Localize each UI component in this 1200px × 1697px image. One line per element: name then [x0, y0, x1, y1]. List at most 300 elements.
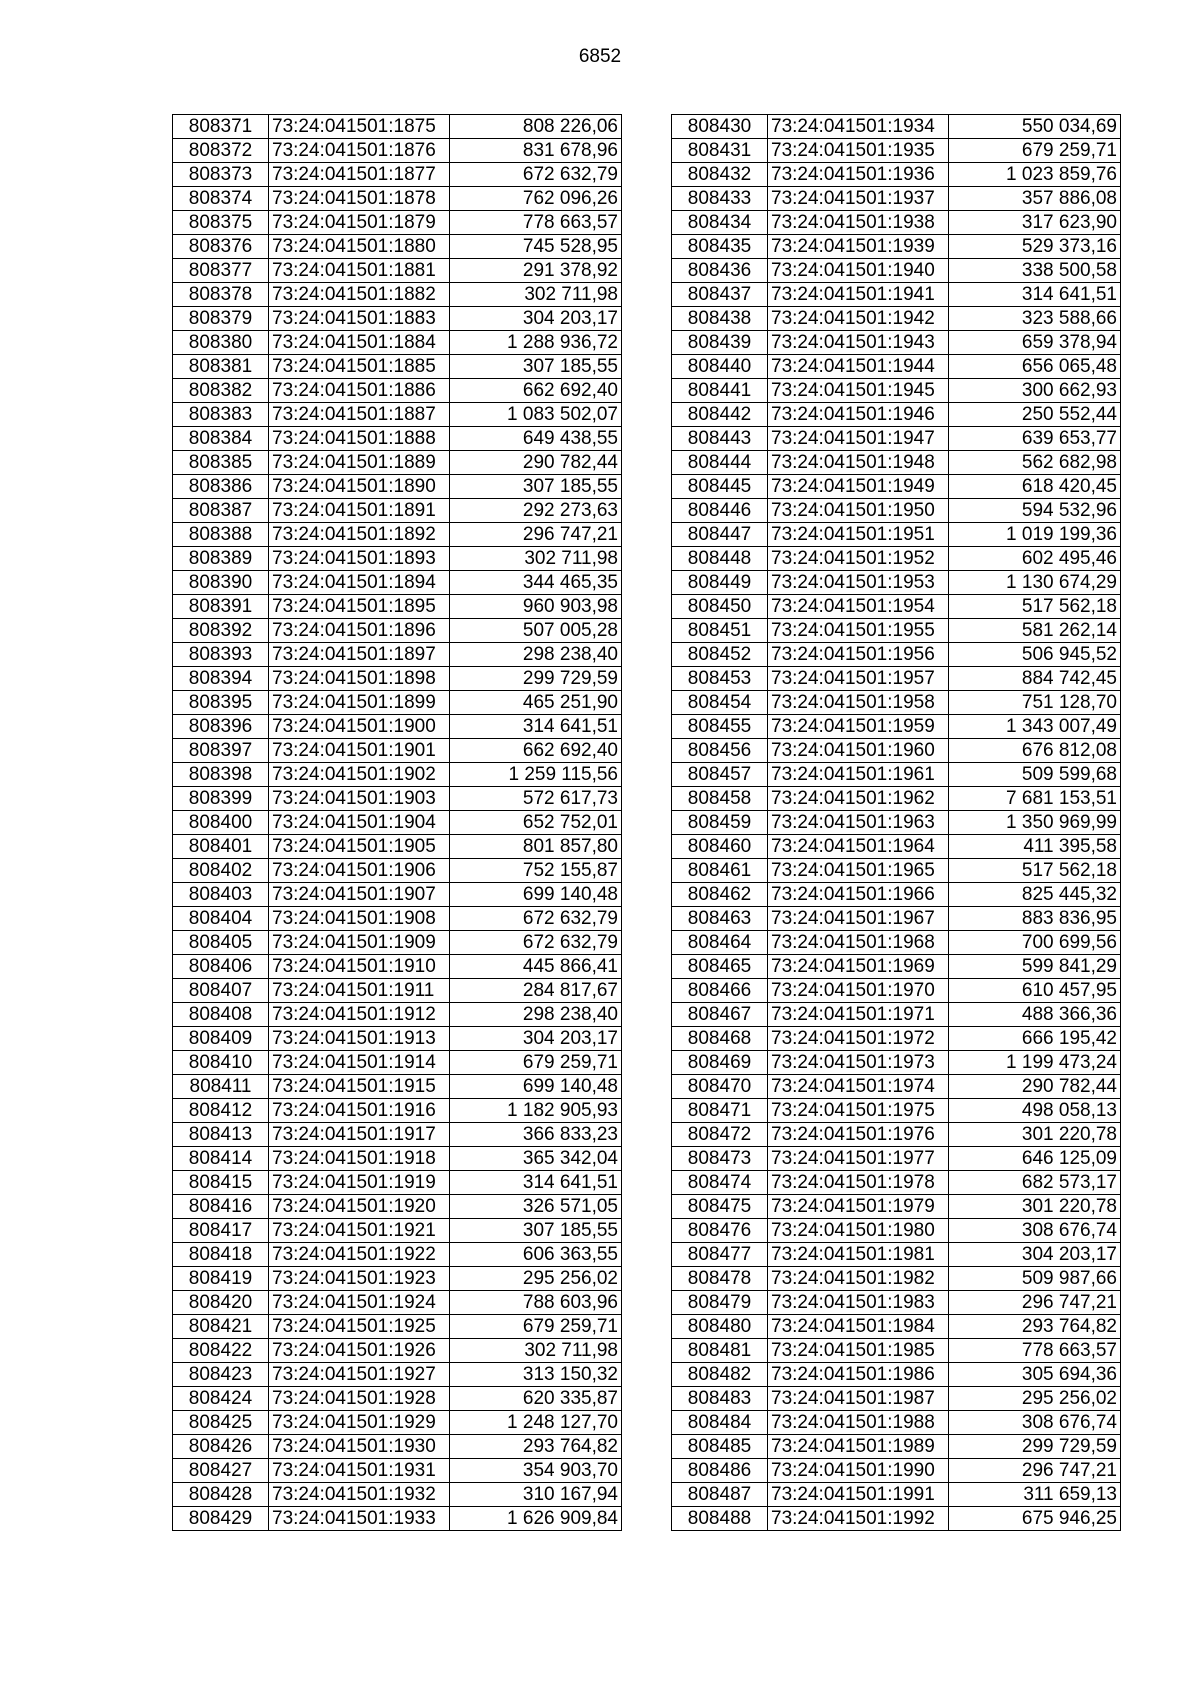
cadastral-number-cell: 73:24:041501:1972	[768, 1027, 949, 1051]
row-number-cell: 808415	[173, 1171, 269, 1195]
table-row	[672, 1291, 1121, 1315]
table-row	[672, 523, 1121, 547]
table-row	[173, 403, 622, 427]
row-number-cell: 808470	[672, 1075, 768, 1099]
value-cell: 572 617,73	[450, 787, 622, 811]
cadastral-number-cell: 73:24:041501:1961	[768, 763, 949, 787]
value-cell: 299 729,59	[450, 667, 622, 691]
cadastral-number-cell: 73:24:041501:1930	[269, 1435, 450, 1459]
row-number-cell: 808453	[672, 667, 768, 691]
table-row	[672, 283, 1121, 307]
table-row	[672, 139, 1121, 163]
table-row	[672, 595, 1121, 619]
row-number-cell: 808392	[173, 619, 269, 643]
row-number-cell: 808420	[173, 1291, 269, 1315]
table-row	[672, 475, 1121, 499]
table-row	[672, 427, 1121, 451]
registry-table-body	[173, 115, 622, 1531]
cadastral-number-cell: 73:24:041501:1952	[768, 547, 949, 571]
table-row	[672, 1171, 1121, 1195]
table-row	[672, 1507, 1121, 1531]
cadastral-number-cell: 73:24:041501:1880	[269, 235, 450, 259]
cadastral-number-cell: 73:24:041501:1980	[768, 1219, 949, 1243]
row-number-cell: 808483	[672, 1387, 768, 1411]
value-cell: 751 128,70	[949, 691, 1121, 715]
row-number-cell: 808485	[672, 1435, 768, 1459]
value-cell: 618 420,45	[949, 475, 1121, 499]
registry-table-left	[172, 114, 622, 1531]
row-number-cell: 808437	[672, 283, 768, 307]
value-cell: 304 203,17	[949, 1243, 1121, 1267]
row-number-cell: 808477	[672, 1243, 768, 1267]
table-row	[173, 1483, 622, 1507]
value-cell: 307 185,55	[450, 475, 622, 499]
value-cell: 679 259,71	[450, 1051, 622, 1075]
value-cell: 659 378,94	[949, 331, 1121, 355]
table-row	[672, 1387, 1121, 1411]
cadastral-number-cell: 73:24:041501:1883	[269, 307, 450, 331]
value-cell: 1 083 502,07	[450, 403, 622, 427]
row-number-cell: 808484	[672, 1411, 768, 1435]
table-row	[672, 1363, 1121, 1387]
row-number-cell: 808486	[672, 1459, 768, 1483]
table-row	[672, 547, 1121, 571]
row-number-cell: 808467	[672, 1003, 768, 1027]
cadastral-number-cell: 73:24:041501:1876	[269, 139, 450, 163]
row-number-cell: 808417	[173, 1219, 269, 1243]
cadastral-number-cell: 73:24:041501:1888	[269, 427, 450, 451]
row-number-cell: 808395	[173, 691, 269, 715]
value-cell: 314 641,51	[450, 1171, 622, 1195]
row-number-cell: 808474	[672, 1171, 768, 1195]
row-number-cell: 808431	[672, 139, 768, 163]
table-row	[173, 1003, 622, 1027]
cadastral-number-cell: 73:24:041501:1963	[768, 811, 949, 835]
row-number-cell: 808480	[672, 1315, 768, 1339]
cadastral-number-cell: 73:24:041501:1954	[768, 595, 949, 619]
table-row	[173, 1075, 622, 1099]
row-number-cell: 808377	[173, 259, 269, 283]
row-number-cell: 808408	[173, 1003, 269, 1027]
table-row	[173, 1123, 622, 1147]
cadastral-number-cell: 73:24:041501:1917	[269, 1123, 450, 1147]
cadastral-number-cell: 73:24:041501:1926	[269, 1339, 450, 1363]
table-row	[672, 907, 1121, 931]
table-row	[672, 619, 1121, 643]
table-row	[173, 379, 622, 403]
row-number-cell: 808397	[173, 739, 269, 763]
table-row	[672, 739, 1121, 763]
row-number-cell: 808456	[672, 739, 768, 763]
cadastral-number-cell: 73:24:041501:1925	[269, 1315, 450, 1339]
table-row	[173, 1435, 622, 1459]
table-row	[173, 355, 622, 379]
table-row	[672, 835, 1121, 859]
table-row	[173, 1339, 622, 1363]
cadastral-number-cell: 73:24:041501:1885	[269, 355, 450, 379]
value-cell: 831 678,96	[450, 139, 622, 163]
value-cell: 1 626 909,84	[450, 1507, 622, 1531]
row-number-cell: 808390	[173, 571, 269, 595]
table-row	[672, 787, 1121, 811]
row-number-cell: 808409	[173, 1027, 269, 1051]
value-cell: 411 395,58	[949, 835, 1121, 859]
cadastral-number-cell: 73:24:041501:1974	[768, 1075, 949, 1099]
cadastral-number-cell: 73:24:041501:1947	[768, 427, 949, 451]
table-row	[173, 763, 622, 787]
table-row	[173, 451, 622, 475]
cadastral-number-cell: 73:24:041501:1911	[269, 979, 450, 1003]
cadastral-number-cell: 73:24:041501:1985	[768, 1339, 949, 1363]
table-row	[173, 1051, 622, 1075]
value-cell: 610 457,95	[949, 979, 1121, 1003]
cadastral-number-cell: 73:24:041501:1982	[768, 1267, 949, 1291]
table-row	[173, 1267, 622, 1291]
value-cell: 646 125,09	[949, 1147, 1121, 1171]
value-cell: 338 500,58	[949, 259, 1121, 283]
value-cell: 290 782,44	[949, 1075, 1121, 1099]
cadastral-number-cell: 73:24:041501:1886	[269, 379, 450, 403]
table-row	[173, 1291, 622, 1315]
cadastral-number-cell: 73:24:041501:1903	[269, 787, 450, 811]
table-row	[173, 979, 622, 1003]
value-cell: 314 641,51	[450, 715, 622, 739]
cadastral-number-cell: 73:24:041501:1893	[269, 547, 450, 571]
value-cell: 1 182 905,93	[450, 1099, 622, 1123]
table-row	[672, 1195, 1121, 1219]
row-number-cell: 808383	[173, 403, 269, 427]
cadastral-number-cell: 73:24:041501:1975	[768, 1099, 949, 1123]
value-cell: 506 945,52	[949, 643, 1121, 667]
table-row	[672, 811, 1121, 835]
row-number-cell: 808478	[672, 1267, 768, 1291]
value-cell: 507 005,28	[450, 619, 622, 643]
cadastral-number-cell: 73:24:041501:1875	[269, 115, 450, 139]
row-number-cell: 808385	[173, 451, 269, 475]
cadastral-number-cell: 73:24:041501:1915	[269, 1075, 450, 1099]
row-number-cell: 808471	[672, 1099, 768, 1123]
row-number-cell: 808372	[173, 139, 269, 163]
row-number-cell: 808426	[173, 1435, 269, 1459]
value-cell: 357 886,08	[949, 187, 1121, 211]
row-number-cell: 808421	[173, 1315, 269, 1339]
row-number-cell: 808411	[173, 1075, 269, 1099]
value-cell: 292 273,63	[450, 499, 622, 523]
value-cell: 825 445,32	[949, 883, 1121, 907]
row-number-cell: 808435	[672, 235, 768, 259]
row-number-cell: 808475	[672, 1195, 768, 1219]
row-number-cell: 808442	[672, 403, 768, 427]
table-row	[672, 1459, 1121, 1483]
value-cell: 1 130 674,29	[949, 571, 1121, 595]
row-number-cell: 808441	[672, 379, 768, 403]
cadastral-number-cell: 73:24:041501:1919	[269, 1171, 450, 1195]
cadastral-number-cell: 73:24:041501:1923	[269, 1267, 450, 1291]
row-number-cell: 808378	[173, 283, 269, 307]
row-number-cell: 808382	[173, 379, 269, 403]
row-number-cell: 808430	[672, 115, 768, 139]
cadastral-number-cell: 73:24:041501:1918	[269, 1147, 450, 1171]
table-row	[672, 883, 1121, 907]
table-row	[672, 1243, 1121, 1267]
cadastral-number-cell: 73:24:041501:1931	[269, 1459, 450, 1483]
table-row	[173, 643, 622, 667]
row-number-cell: 808464	[672, 931, 768, 955]
value-cell: 445 866,41	[450, 955, 622, 979]
value-cell: 599 841,29	[949, 955, 1121, 979]
value-cell: 808 226,06	[450, 115, 622, 139]
value-cell: 778 663,57	[949, 1339, 1121, 1363]
table-row	[672, 859, 1121, 883]
table-row	[173, 787, 622, 811]
cadastral-number-cell: 73:24:041501:1949	[768, 475, 949, 499]
row-number-cell: 808373	[173, 163, 269, 187]
value-cell: 304 203,17	[450, 307, 622, 331]
table-row	[173, 595, 622, 619]
value-cell: 801 857,80	[450, 835, 622, 859]
row-number-cell: 808482	[672, 1363, 768, 1387]
value-cell: 295 256,02	[949, 1387, 1121, 1411]
row-number-cell: 808396	[173, 715, 269, 739]
table-row	[173, 475, 622, 499]
row-number-cell: 808481	[672, 1339, 768, 1363]
cadastral-number-cell: 73:24:041501:1910	[269, 955, 450, 979]
value-cell: 295 256,02	[450, 1267, 622, 1291]
row-number-cell: 808374	[173, 187, 269, 211]
value-cell: 788 603,96	[450, 1291, 622, 1315]
cadastral-number-cell: 73:24:041501:1989	[768, 1435, 949, 1459]
table-row	[672, 931, 1121, 955]
value-cell: 296 747,21	[949, 1291, 1121, 1315]
value-cell: 1 023 859,76	[949, 163, 1121, 187]
table-row	[672, 115, 1121, 139]
cadastral-number-cell: 73:24:041501:1933	[269, 1507, 450, 1531]
value-cell: 307 185,55	[450, 1219, 622, 1243]
value-cell: 1 259 115,56	[450, 763, 622, 787]
row-number-cell: 808391	[173, 595, 269, 619]
cadastral-number-cell: 73:24:041501:1969	[768, 955, 949, 979]
row-number-cell: 808400	[173, 811, 269, 835]
table-row	[173, 427, 622, 451]
row-number-cell: 808446	[672, 499, 768, 523]
table-row	[672, 1267, 1121, 1291]
table-row	[173, 307, 622, 331]
page-number: 6852	[578, 46, 622, 67]
row-number-cell: 808469	[672, 1051, 768, 1075]
row-number-cell: 808406	[173, 955, 269, 979]
cadastral-number-cell: 73:24:041501:1978	[768, 1171, 949, 1195]
table-row	[672, 1099, 1121, 1123]
value-cell: 639 653,77	[949, 427, 1121, 451]
value-cell: 488 366,36	[949, 1003, 1121, 1027]
row-number-cell: 808468	[672, 1027, 768, 1051]
value-cell: 679 259,71	[949, 139, 1121, 163]
table-row	[173, 667, 622, 691]
table-row	[672, 451, 1121, 475]
table-row	[173, 547, 622, 571]
row-number-cell: 808439	[672, 331, 768, 355]
table-row	[672, 307, 1121, 331]
table-row	[672, 379, 1121, 403]
value-cell: 1 288 936,72	[450, 331, 622, 355]
cadastral-number-cell: 73:24:041501:1916	[269, 1099, 450, 1123]
table-row	[672, 499, 1121, 523]
value-cell: 675 946,25	[949, 1507, 1121, 1531]
value-cell: 296 747,21	[949, 1459, 1121, 1483]
table-row	[173, 187, 622, 211]
table-row	[672, 1483, 1121, 1507]
row-number-cell: 808436	[672, 259, 768, 283]
registry-table-right	[671, 114, 1121, 1531]
cadastral-number-cell: 73:24:041501:1946	[768, 403, 949, 427]
value-cell: 620 335,87	[450, 1387, 622, 1411]
row-number-cell: 808443	[672, 427, 768, 451]
table-row	[173, 1099, 622, 1123]
cadastral-number-cell: 73:24:041501:1966	[768, 883, 949, 907]
cadastral-number-cell: 73:24:041501:1943	[768, 331, 949, 355]
table-row	[173, 715, 622, 739]
cadastral-number-cell: 73:24:041501:1944	[768, 355, 949, 379]
row-number-cell: 808423	[173, 1363, 269, 1387]
table-row	[672, 979, 1121, 1003]
table-row	[672, 331, 1121, 355]
row-number-cell: 808454	[672, 691, 768, 715]
table-row	[672, 715, 1121, 739]
value-cell: 662 692,40	[450, 379, 622, 403]
table-row	[173, 691, 622, 715]
value-cell: 344 465,35	[450, 571, 622, 595]
value-cell: 308 676,74	[949, 1411, 1121, 1435]
row-number-cell: 808448	[672, 547, 768, 571]
cadastral-number-cell: 73:24:041501:1945	[768, 379, 949, 403]
cadastral-number-cell: 73:24:041501:1971	[768, 1003, 949, 1027]
registry-table-body	[672, 115, 1121, 1531]
value-cell: 313 150,32	[450, 1363, 622, 1387]
table-row	[173, 571, 622, 595]
value-cell: 311 659,13	[949, 1483, 1121, 1507]
row-number-cell: 808440	[672, 355, 768, 379]
table-row	[173, 523, 622, 547]
cadastral-number-cell: 73:24:041501:1881	[269, 259, 450, 283]
table-row	[672, 1411, 1121, 1435]
row-number-cell: 808379	[173, 307, 269, 331]
row-number-cell: 808371	[173, 115, 269, 139]
cadastral-number-cell: 73:24:041501:1960	[768, 739, 949, 763]
value-cell: 299 729,59	[949, 1435, 1121, 1459]
table-row	[173, 331, 622, 355]
cadastral-number-cell: 73:24:041501:1936	[768, 163, 949, 187]
cadastral-number-cell: 73:24:041501:1937	[768, 187, 949, 211]
row-number-cell: 808393	[173, 643, 269, 667]
value-cell: 682 573,17	[949, 1171, 1121, 1195]
row-number-cell: 808424	[173, 1387, 269, 1411]
row-number-cell: 808429	[173, 1507, 269, 1531]
cadastral-number-cell: 73:24:041501:1920	[269, 1195, 450, 1219]
cadastral-number-cell: 73:24:041501:1992	[768, 1507, 949, 1531]
table-row	[672, 1219, 1121, 1243]
row-number-cell: 808447	[672, 523, 768, 547]
value-cell: 310 167,94	[450, 1483, 622, 1507]
value-cell: 7 681 153,51	[949, 787, 1121, 811]
table-row	[173, 739, 622, 763]
table-row	[173, 1243, 622, 1267]
value-cell: 562 682,98	[949, 451, 1121, 475]
cadastral-number-cell: 73:24:041501:1988	[768, 1411, 949, 1435]
table-row	[173, 1147, 622, 1171]
cadastral-number-cell: 73:24:041501:1955	[768, 619, 949, 643]
row-number-cell: 808463	[672, 907, 768, 931]
row-number-cell: 808457	[672, 763, 768, 787]
table-row	[173, 1027, 622, 1051]
cadastral-number-cell: 73:24:041501:1897	[269, 643, 450, 667]
cadastral-number-cell: 73:24:041501:1991	[768, 1483, 949, 1507]
cadastral-number-cell: 73:24:041501:1951	[768, 523, 949, 547]
cadastral-number-cell: 73:24:041501:1896	[269, 619, 450, 643]
value-cell: 883 836,95	[949, 907, 1121, 931]
row-number-cell: 808488	[672, 1507, 768, 1531]
value-cell: 291 378,92	[450, 259, 622, 283]
table-row	[672, 571, 1121, 595]
row-number-cell: 808381	[173, 355, 269, 379]
table-row	[173, 163, 622, 187]
value-cell: 1 343 007,49	[949, 715, 1121, 739]
row-number-cell: 808384	[173, 427, 269, 451]
cadastral-number-cell: 73:24:041501:1879	[269, 211, 450, 235]
row-number-cell: 808422	[173, 1339, 269, 1363]
cadastral-number-cell: 73:24:041501:1894	[269, 571, 450, 595]
value-cell: 290 782,44	[450, 451, 622, 475]
cadastral-number-cell: 73:24:041501:1889	[269, 451, 450, 475]
cadastral-number-cell: 73:24:041501:1929	[269, 1411, 450, 1435]
value-cell: 699 140,48	[450, 1075, 622, 1099]
value-cell: 699 140,48	[450, 883, 622, 907]
table-row	[173, 1315, 622, 1339]
table-row	[173, 211, 622, 235]
value-cell: 676 812,08	[949, 739, 1121, 763]
table-row	[173, 259, 622, 283]
value-cell: 652 752,01	[450, 811, 622, 835]
cadastral-number-cell: 73:24:041501:1986	[768, 1363, 949, 1387]
cadastral-number-cell: 73:24:041501:1934	[768, 115, 949, 139]
cadastral-number-cell: 73:24:041501:1984	[768, 1315, 949, 1339]
value-cell: 300 662,93	[949, 379, 1121, 403]
value-cell: 700 699,56	[949, 931, 1121, 955]
value-cell: 1 350 969,99	[949, 811, 1121, 835]
cadastral-number-cell: 73:24:041501:1964	[768, 835, 949, 859]
row-number-cell: 808460	[672, 835, 768, 859]
value-cell: 662 692,40	[450, 739, 622, 763]
cadastral-number-cell: 73:24:041501:1904	[269, 811, 450, 835]
row-number-cell: 808416	[173, 1195, 269, 1219]
value-cell: 307 185,55	[450, 355, 622, 379]
cadastral-number-cell: 73:24:041501:1901	[269, 739, 450, 763]
table-row	[173, 1387, 622, 1411]
value-cell: 594 532,96	[949, 499, 1121, 523]
cadastral-number-cell: 73:24:041501:1990	[768, 1459, 949, 1483]
value-cell: 308 676,74	[949, 1219, 1121, 1243]
cadastral-number-cell: 73:24:041501:1983	[768, 1291, 949, 1315]
cadastral-number-cell: 73:24:041501:1924	[269, 1291, 450, 1315]
cadastral-number-cell: 73:24:041501:1977	[768, 1147, 949, 1171]
cadastral-number-cell: 73:24:041501:1914	[269, 1051, 450, 1075]
cadastral-number-cell: 73:24:041501:1979	[768, 1195, 949, 1219]
value-cell: 302 711,98	[450, 547, 622, 571]
value-cell: 1 019 199,36	[949, 523, 1121, 547]
table-row	[173, 1219, 622, 1243]
value-cell: 679 259,71	[450, 1315, 622, 1339]
cadastral-number-cell: 73:24:041501:1968	[768, 931, 949, 955]
table-row	[672, 1435, 1121, 1459]
